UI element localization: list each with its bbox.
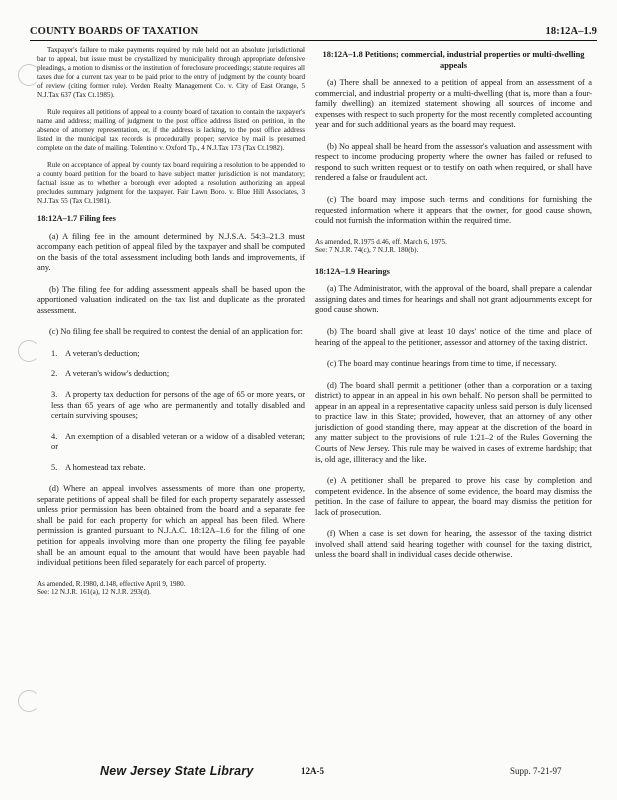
- paragraph: (e) A petitioner shall be prepared to prove his case by completion and competent evidence. In the absence of some evidence, the board may dismiss the petition. In the case of failure to appear, the board may dismiss the petition for lack of prosecution.: [315, 476, 592, 517]
- section-heading: 18:12A–1.8 Petitions; commercial, industrial properties or multi-dwelling appeals: [322, 50, 585, 70]
- page-footer: [0, 766, 617, 782]
- list-item: 5. A homestead tax rebate.: [51, 462, 146, 472]
- paragraph: (a) There shall be annexed to a petition of appeal from an assessment of a commercial, and industrial property or a multi-dwelling (that is, more than a four-family dwelling) an itemized statement showing all sources of income and expenses with respect to such property for the most recently completed accounting year and for such additional years as the board may request.: [315, 78, 592, 130]
- supplement-date: Supp. 7-21-97: [510, 766, 562, 776]
- page-number: 12A-5: [301, 766, 324, 776]
- paragraph: (c) No filing fee shall be required to contest the denial of an application for:: [49, 327, 303, 337]
- list-item: 2. A veteran's widow's deduction;: [51, 369, 170, 379]
- paragraph: (b) No appeal shall be heard from the assessor's valuation and assessment with respect to income producing property where the owner has failed or refused to respond to such written request or to testify on oath when required, or shall have rendered a false or fraudulent act.: [315, 141, 592, 183]
- punch-hole-mark: [18, 690, 40, 712]
- paragraph: (a) The Administrator, with the approval of the board, shall prepare a calendar assigning dates and times for hearings and shall not grant adjournments except for good cause shown.: [315, 284, 592, 315]
- paragraph: (d) The board shall permit a petitioner (other than a corporation or a taxing district) to appear in an appeal in his own behalf. No person shall be permitted to appear in an appeal in a representative capacity unless said person is duly licensed to practice law in this State; provided, however, that an attorney of any other jurisdiction of good standing there, may appear at the discretion of the board in any matter subject to the provisions of rule 1:21–2 of the Rules Governing the Courts of New Jersey. This rule may be waived in cases of extreme hardship; that is, old age, illiteracy and the like.: [315, 380, 592, 464]
- list-item: 4. An exemption of a disabled veteran or a widow of a disabled veteran; or: [51, 431, 305, 452]
- case-annotation: Rule on acceptance of appeal by county tax board requiring a resolution to be appended to a county board petition for the board to have subject matter jurisdiction is not mandatory; factual issue as to whether a borough ever adopted a resolution authorizing an appeal precludes summary judgment for the taxpayer. Fair Lawn Boro. v. Blue Hill Associates, 3 N.J.Tax 55 (Tax Ct.1981).: [37, 161, 305, 205]
- paragraph: (b) The filing fee for adding assessment appeals shall be based upon the apportioned valuation indicated on the tax list and duplicate as the prorated assessment.: [37, 284, 305, 315]
- section-heading: 18:12A–1.7 Filing fees: [37, 214, 116, 223]
- list-item: 3. A property tax deduction for persons of the age of 65 or more years, or less than 65 years of age who are permanently and totally disabled and certain surviving spouses;: [51, 390, 305, 421]
- header-title: COUNTY BOARDS OF TAXATION: [30, 26, 199, 37]
- paragraph: (d) Where an appeal involves assessments of more than one property, separate petitions of appeal shall be filed for each property separately assessed unless prior permission has been obtained from the board and a separate fee shall be paid for each property for which an appeal has been filed. Where permission is granted pursuant to N.J.A.C. 18:12A–1.6 for the filing of one petition for appeals involving more than one property the filing fee payable shall be an amount equal to the amount that would have been payable had individual petitions been filed separately for each parcel of property.: [37, 484, 305, 568]
- case-annotations: [37, 46, 305, 206]
- case-annotation: Rule requires all petitions of appeal to a county board of taxation to contain the taxpayer's name and address; mailing of judgment to the post office address listed on petition, in the absence of attorney representation, or, if the address is lacking, to the post office address listed in the municipal tax records is procedurally proper; service by mail is presumed complete on the date of mailing. Tolentino v. Oxford Tp., 4 N.J.Tax 173 (Tax Ct.1982).: [37, 108, 305, 152]
- paragraph: (a) A filing fee in the amount determined by N.J.S.A. 54:3–21.3 must accompany each petition of appeal filed by the taxpayer and shall be computed on the basis of the total assessment including both lands and improvements, if any.: [37, 231, 305, 273]
- section-heading: 18:12A–1.9 Hearings: [315, 266, 390, 276]
- paragraph: (f) When a case is set down for hearing, the assessor of the taxing district involved shall attend said hearing together with counsel for the taxing district, unless the board shall in individual cases decide otherwise.: [315, 529, 592, 560]
- case-annotation: Taxpayer's failure to make payments required by rule held not an absolute jurisdictional bar to appeal, but issue must be crystallized by municipality through appropriate defensive pleadings, a motion to dismiss or the institution of foreclosure proceedings; statute requires all taxes due for a current tax year to be paid prior to the entry of judgment by the county board of review (citing former rule). Verden Realty Management Co. v. City of East Orange, 5 N.J.Tax 637 (Tax Ct.1985).: [37, 46, 305, 99]
- amendment-note: As amended, R.1975 d.46, eff. March 6, 1975. See: 7 N.J.R. 74(c), 7 N.J.R. 180(b).: [315, 237, 447, 255]
- right-column: [315, 46, 592, 572]
- paragraph: (c) The board may continue hearings from time to time, if necessary.: [327, 359, 557, 369]
- running-header: [30, 26, 597, 41]
- left-column: [37, 46, 305, 609]
- paragraph: (c) The board may impose such terms and conditions for furnishing the requested information where it appears that the owner, for good cause shown, could not furnish the information within the required time.: [315, 195, 592, 226]
- header-section-number: 18:12A–1.9: [545, 26, 597, 37]
- list-item: 1. A veteran's deduction;: [51, 348, 140, 358]
- paragraph: (b) The board shall give at least 10 days' notice of the time and place of hearing of the appeal to the petitioner, assessor and attorney of the taxing district.: [315, 327, 592, 347]
- amendment-note: As amended, R.1980, d.148, effective April 9, 1980. See: 12 N.J.R. 161(a), 12 N.J.R. 293(d).: [37, 579, 186, 597]
- library-stamp: New Jersey State Library: [100, 764, 254, 778]
- exemption-list: [37, 349, 305, 473]
